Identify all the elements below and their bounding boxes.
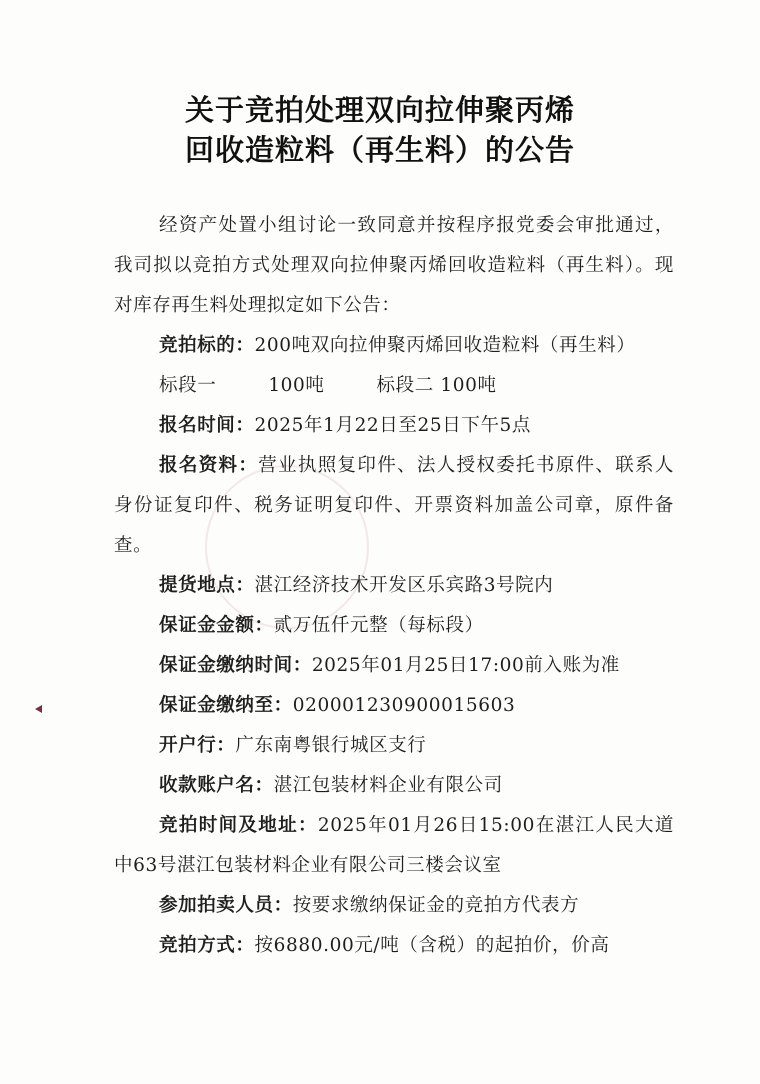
method-item — [114, 926, 674, 966]
account-name-label: 收款账户名： — [159, 775, 274, 796]
pickup-label: 提货地点： — [159, 575, 255, 596]
registration-time-label: 报名时间： — [159, 415, 255, 436]
deposit-amount-label: 保证金金额： — [159, 615, 274, 636]
section-1-label: 标段一 — [159, 375, 217, 396]
title-line-2: 回收造粒料（再生料）的公告 — [184, 133, 575, 167]
section-2-qty: 100吨 — [440, 375, 497, 396]
auction-time-place-value: 2025年01月26日15:00在湛江人民大道中63号湛江包装材料企业有限公司三楼会议室 — [114, 815, 674, 876]
deposit-account-item — [114, 686, 674, 726]
method-value: 按6880.00元/吨（含税）的起拍价，价高 — [254, 935, 610, 956]
title-line-1: 关于竞拍处理双向拉伸聚丙烯 — [184, 93, 575, 127]
account-name-value: 湛江包装材料企业有限公司 — [273, 775, 503, 796]
sections-line — [114, 366, 674, 406]
target-value: 200吨双向拉伸聚丙烯回收造粒料（再生料） — [254, 335, 636, 356]
participants-value: 按要求缴纳保证金的竞拍方代表方 — [292, 895, 580, 916]
registration-time-item — [114, 406, 674, 446]
target-item — [114, 326, 674, 366]
bank-value: 广东南粤银行城区支行 — [235, 735, 427, 756]
deposit-amount-item — [114, 606, 674, 646]
registration-docs-label: 报名资料： — [159, 455, 259, 476]
method-label: 竞拍方式： — [159, 935, 255, 956]
section-1-qty: 100吨 — [268, 375, 325, 396]
auction-time-place-label: 竞拍时间及地址： — [159, 815, 318, 836]
deposit-time-item — [114, 646, 674, 686]
announcement-body — [114, 206, 674, 966]
auction-time-place-item — [114, 806, 674, 886]
section-2-label: 标段二 — [376, 375, 434, 396]
deposit-time-label: 保证金缴纳时间： — [159, 655, 312, 676]
target-label: 竞拍标的： — [159, 335, 255, 356]
registration-time-value: 2025年1月22日至25日下午5点 — [254, 415, 532, 436]
deposit-time-value: 2025年01月25日17:00前入账为准 — [311, 655, 620, 676]
margin-mark — [35, 705, 42, 713]
account-name-item — [114, 766, 674, 806]
bank-label: 开户行： — [159, 735, 236, 756]
intro-paragraph: 经资产处置小组讨论一致同意并按程序报党委会审批通过，我司拟以竞拍方式处理双向拉伸聚丙烯回收造粒料（再生料）。现对库存再生料处理拟定如下公告： — [114, 215, 674, 316]
deposit-amount-value: 贰万伍仟元整（每标段） — [273, 615, 484, 636]
bank-item — [114, 726, 674, 766]
participants-item — [114, 886, 674, 926]
deposit-account-label: 保证金缴纳至： — [159, 695, 293, 716]
pickup-value: 湛江经济技术开发区乐宾路3号院内 — [254, 575, 554, 596]
deposit-account-value: 020001230900015603 — [292, 695, 516, 716]
registration-docs-item — [114, 446, 674, 566]
participants-label: 参加拍卖人员： — [159, 895, 293, 916]
registration-docs-value: 营业执照复印件、法人授权委托书原件、联系人身份证复印件、税务证明复印件、开票资料加盖公司章，原件备查。 — [114, 455, 674, 556]
pickup-item — [114, 566, 674, 606]
